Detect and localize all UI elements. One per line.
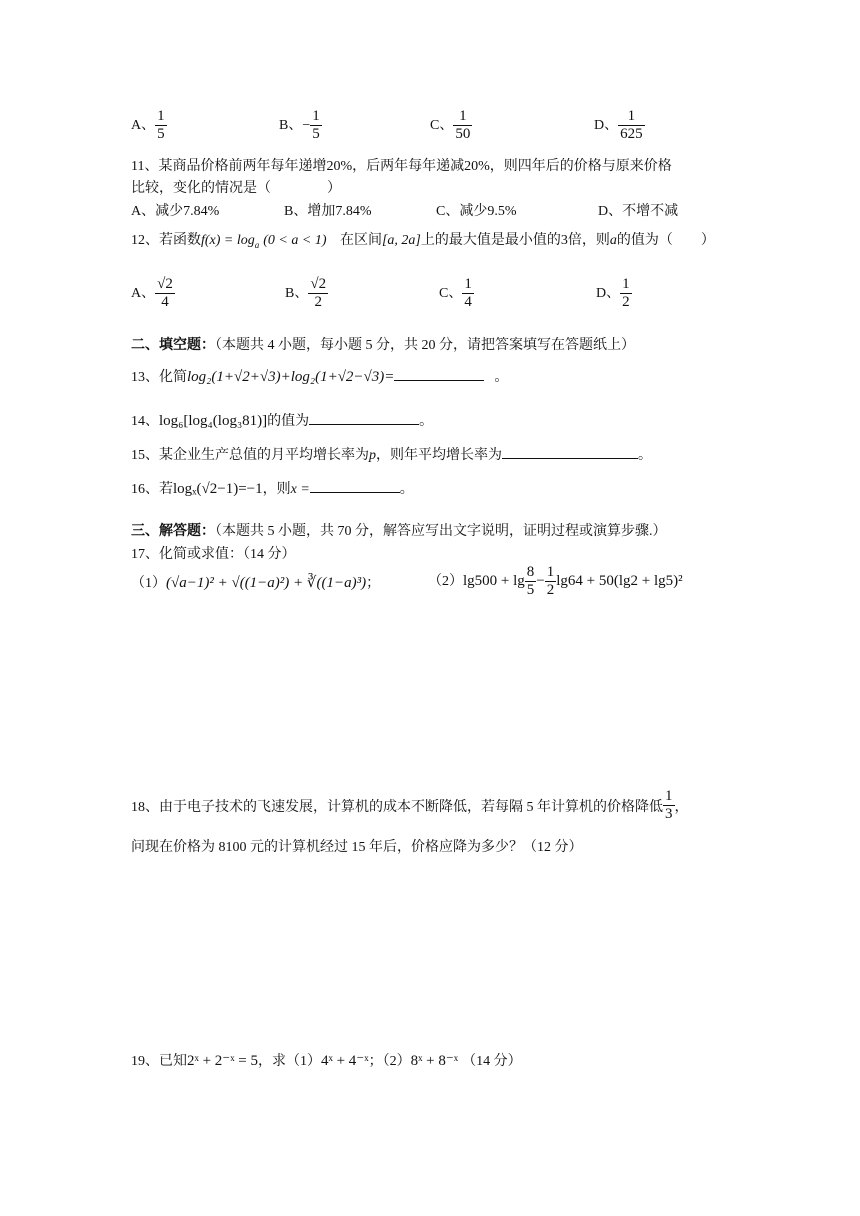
q11-option-a: A、减少7.84%	[131, 204, 220, 219]
q17-part1: （1）(√a−1)² + √((1−a)²) + ∛((1−a)³)；	[131, 575, 381, 591]
q16-answer-blank	[310, 492, 400, 493]
q13-answer-blank	[394, 380, 484, 381]
q11-option-d: D、不增不减	[598, 204, 679, 219]
q10-option-a: A、 $\frac{1}{5}$	[131, 108, 165, 143]
q11-option-c: C、减少9.5%	[436, 204, 517, 219]
q17-part2: （2）lg500 + lg $\frac{8}{5}$ − $\frac{1}{2}$ lg64 + 50(lg2 + lg5)²	[428, 564, 683, 599]
q11-line1: 11、某商品价格前两年每年递增20%，后两年每年递减20%，则四年后的价格与原来价格	[131, 159, 672, 174]
section3-heading: 三、解答题：（本题共 5 小题，共 70 分，解答应写出文字说明，证明过程或演算步骤.）	[131, 524, 667, 539]
q17-title: 17、化简或求值：（14 分）	[131, 547, 296, 562]
q16: 16、若logₓ(√2−1)=−1，则x = 。	[131, 481, 414, 497]
q14-answer-blank	[309, 424, 419, 425]
q15: 15、某企业生产总值的月平均增长率为p，则年平均增长率为 。	[131, 448, 652, 463]
q10-option-d: D、 $\frac{1}{625}$	[594, 108, 643, 143]
q12-stem: 12、若函数$f(x) = \log_a (0 < a < 1)$ 在区间[a, 2a]上的最大值是最小值的3倍，则a的值为（ ）	[131, 233, 715, 250]
q13: 13、化简log₂(1+√2+√3)+log₂(1+√2−√3)= 。	[131, 369, 509, 385]
q12-option-a: A、 $\frac{√2}{4}$	[131, 276, 173, 311]
q10-option-b: B、− $\frac{1}{5}$	[279, 108, 320, 143]
q12-option-d: D、 $\frac{1}{2}$	[596, 276, 630, 311]
q18-line2: 问现在价格为 8100 元的计算机经过 15 年后，价格应降为多少？（12 分）	[131, 840, 583, 855]
q19: 19、已知2ˣ + 2⁻ˣ = 5，求（1）4ˣ + 4⁻ˣ；（2）8ˣ + 8⁻ˣ （14 分）	[131, 1053, 522, 1069]
q10-option-c: C、 $\frac{1}{50}$	[430, 108, 471, 143]
q15-answer-blank	[502, 458, 638, 459]
q12-option-c: C、 $\frac{1}{4}$	[439, 276, 472, 311]
q12-option-b: B、 $\frac{√2}{2}$	[285, 276, 327, 311]
q11-line2: 比较，变化的情况是（ ）	[131, 181, 341, 196]
q18-line1: 18、由于电子技术的飞速发展，计算机的成本不断降低，若每隔 5 年计算机的价格降低 $\frac{1}{3}$ ，	[131, 788, 689, 823]
q11-option-b: B、增加7.84%	[284, 204, 372, 219]
section2-heading: 二、填空题：（本题共 4 小题，每小题 5 分，共 20 分，请把答案填写在答题纸上）	[131, 338, 635, 353]
q14: 14、log₆[log₄(log₃81)]的值为 。	[131, 413, 434, 429]
